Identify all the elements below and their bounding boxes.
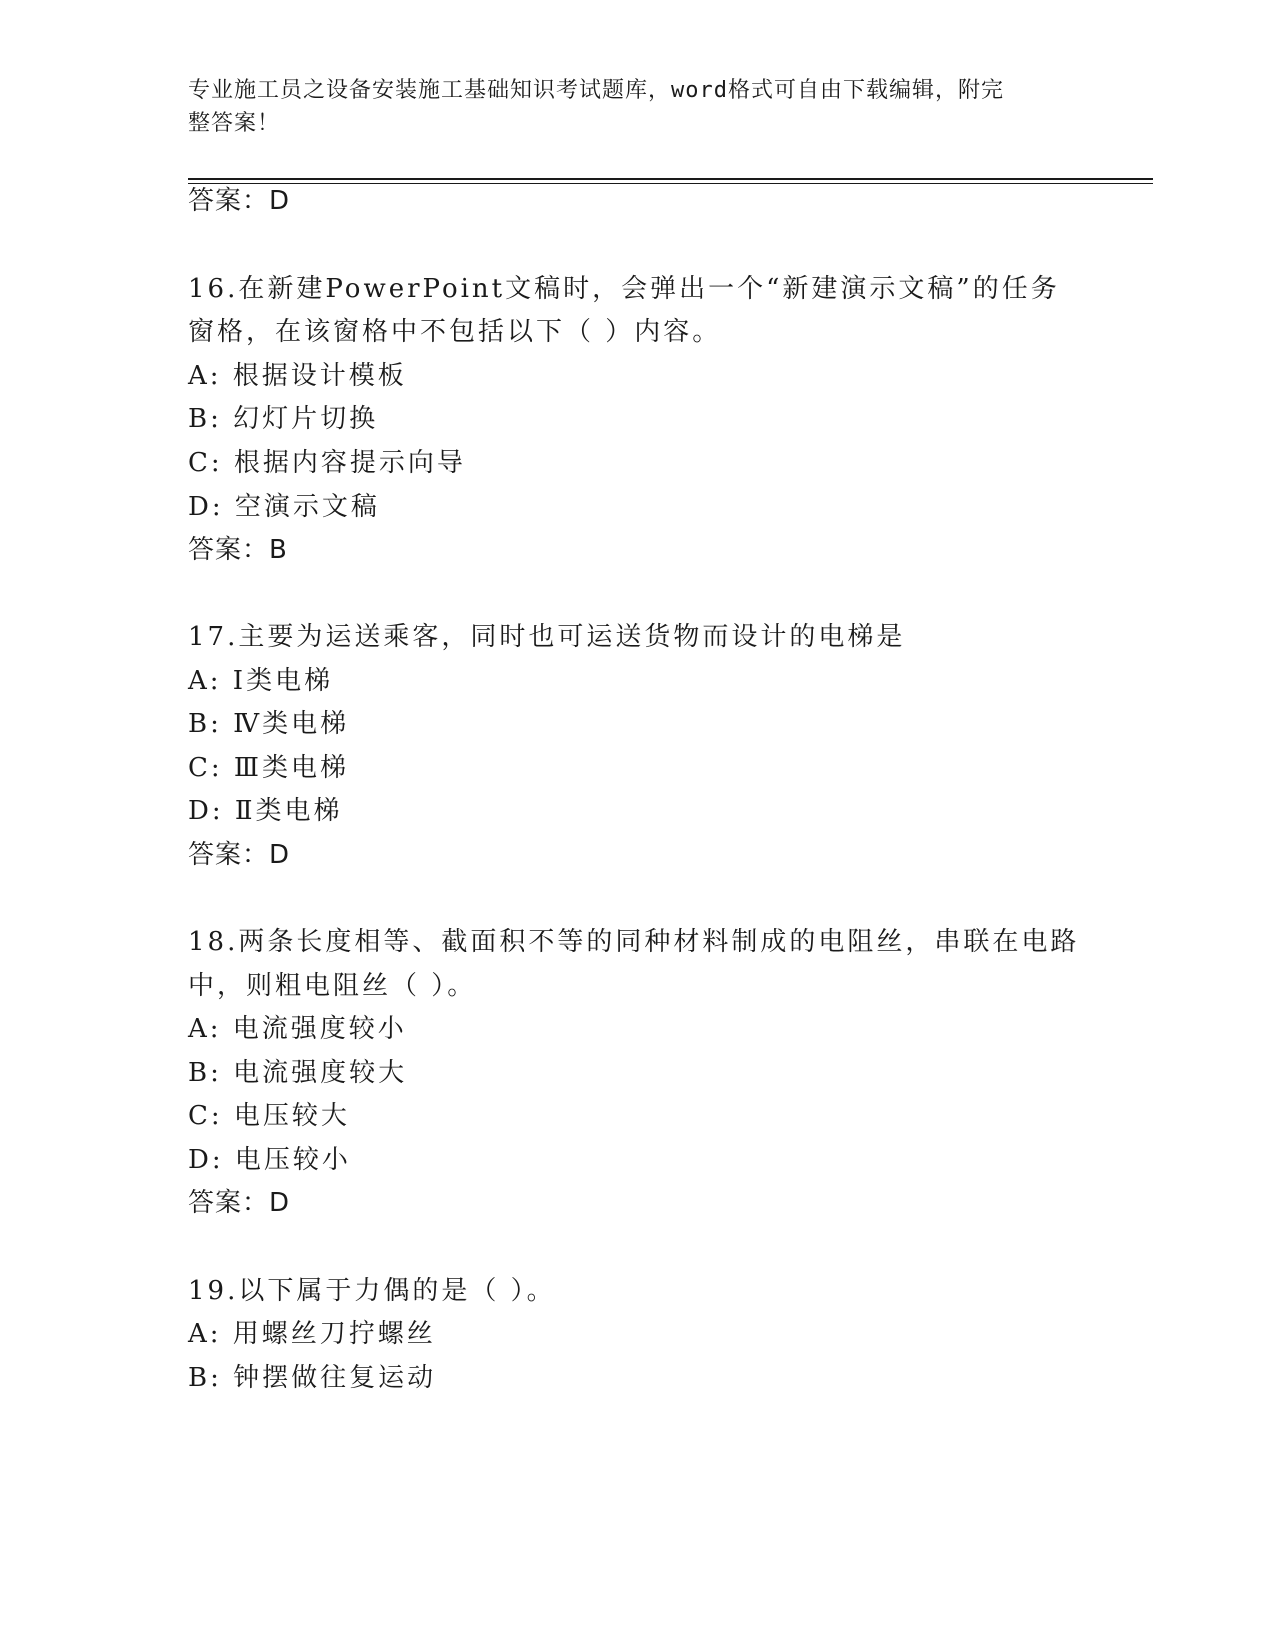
header-line-1: 专业施工员之设备安装施工基础知识考试题库，word格式可自由下载编辑，附完	[188, 78, 1004, 103]
header-rule-thin	[188, 183, 1153, 184]
question-16-option-b: B: 幻灯片切换	[188, 404, 379, 434]
question-19-option-b: B: 钟摆做往复运动	[188, 1363, 437, 1393]
question-17-answer: 答案：D	[188, 840, 291, 870]
question-19-option-a: A: 用螺丝刀拧螺丝	[188, 1319, 436, 1349]
answer-line: 答案：D	[188, 186, 291, 216]
header-rule-thick	[188, 178, 1153, 180]
question-16-answer: 答案：B	[188, 535, 288, 565]
question-18-option-d: D: 电压较小	[188, 1145, 351, 1175]
question-17-stem-1: 17.主要为运送乘客，同时也可运送货物而设计的电梯是	[188, 622, 906, 652]
question-17-option-c: C: Ⅲ类电梯	[188, 753, 349, 783]
question-16-option-d: D: 空演示文稿	[188, 492, 380, 522]
question-18-stem-2: 中，则粗电阻丝（ ）。	[188, 971, 477, 1001]
question-16-option-a: A: 根据设计模板	[188, 361, 407, 391]
page-header	[188, 74, 1068, 140]
question-19-stem-1: 19.以下属于力偶的是（ ）。	[188, 1276, 556, 1306]
question-18-option-c: C: 电压较大	[188, 1101, 350, 1131]
question-18-option-b: B: 电流强度较大	[188, 1058, 408, 1088]
question-16-stem-2: 窗格，在该窗格中不包括以下（ ）内容。	[188, 317, 722, 347]
question-17-option-b: B: Ⅳ类电梯	[188, 709, 350, 739]
question-18-option-a: A: 电流强度较小	[188, 1014, 407, 1044]
header-line-2: 整答案！	[188, 111, 281, 136]
question-17-option-a: A: Ⅰ类电梯	[188, 666, 334, 696]
question-16-option-c: C: 根据内容提示向导	[188, 448, 466, 478]
question-18-answer: 答案：D	[188, 1188, 291, 1218]
question-16-stem-1: 16.在新建PowerPoint文稿时，会弹出一个“新建演示文稿”的任务	[188, 274, 1060, 304]
question-18-stem-1: 18.两条长度相等、截面积不等的同种材料制成的电阻丝，串联在电路	[188, 927, 1080, 957]
question-17-option-d: D: Ⅱ类电梯	[188, 796, 343, 826]
